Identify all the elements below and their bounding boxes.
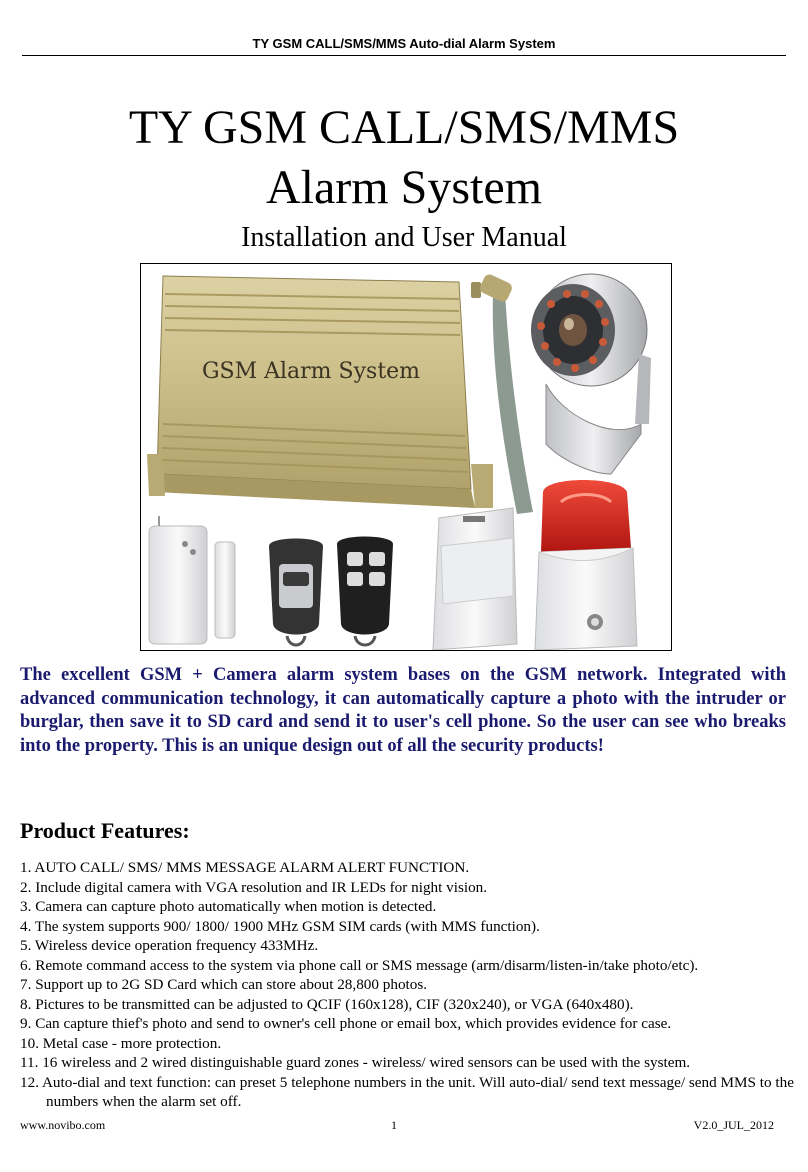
feature-item: 2. Include digital camera with VGA resolution and IR LEDs for night vision.	[20, 878, 488, 896]
feature-item: 4. The system supports 900/ 1800/ 1900 MHz GSM SIM cards (with MMS function).	[20, 917, 540, 935]
header-rule	[22, 55, 786, 56]
features-heading: Product Features:	[20, 818, 190, 843]
motion-sensor-icon	[433, 508, 517, 650]
footer-version: V2.0_JUL_2012	[693, 1118, 774, 1132]
feature-item: 7. Support up to 2G SD Card which can store about 28,800 photos.	[20, 976, 428, 993]
running-header: TY GSM CALL/SMS/MMS Auto-dial Alarm System	[252, 36, 556, 51]
remote-control-icon	[337, 537, 393, 646]
feature-item: 6. Remote command access to the system via phone call or SMS message (arm/disarm/listen-in/take photo/etc).	[20, 956, 699, 974]
intro-paragraph: The excellent GSM + Camera alarm system bases on the GSM network. Integrated with advanced communication technology, it can automatically capture a photo with the intruder or burglar, then save it to SD card and send it to user's cell phone. So the user can see who breaks into the property. This is an unique design out of all the security products!	[20, 665, 786, 756]
features-list	[20, 858, 800, 1112]
footer-page-number: 1	[391, 1118, 397, 1132]
camera-icon	[531, 274, 651, 474]
feature-item: 8. Pictures to be transmitted can be adjusted to QCIF (160x128), CIF (320x240), or VGA (640x480).	[20, 995, 634, 1013]
product-photo	[140, 263, 672, 651]
feature-item: 9. Can capture thief's photo and send to owner's cell phone or email box, which provides evidence for case.	[20, 1015, 672, 1032]
feature-item: 3. Camera can capture photo automatically when motion is detected.	[20, 898, 437, 915]
feature-item: 1. AUTO CALL/ SMS/ MMS MESSAGE ALARM ALERT FUNCTION.	[20, 859, 470, 876]
feature-item: 10. Metal case - more protection.	[20, 1034, 222, 1052]
remote-control-icon	[269, 539, 323, 646]
feature-item: 12. Auto-dial and text function: can preset 5 telephone numbers in the unit. Will auto-dial/ send text message/ send MMS to the numbers when the alarm set off.	[20, 1073, 794, 1110]
document-title-line-1: TY GSM CALL/SMS/MMS	[128, 101, 680, 154]
feature-item: 11. 16 wireless and 2 wired distinguishable guard zones - wireless/ wired sensors can be used with the system.	[20, 1054, 691, 1071]
gsm-panel-icon	[147, 276, 493, 508]
document-title-line-2: Alarm System	[266, 161, 542, 214]
document-subtitle: Installation and User Manual	[241, 222, 567, 253]
siren-icon	[535, 480, 637, 650]
door-sensor-icon	[149, 516, 235, 644]
panel-label: GSM Alarm System	[201, 359, 421, 384]
footer-website: www.novibo.com	[20, 1118, 106, 1132]
feature-item: 5. Wireless device operation frequency 433MHz.	[20, 937, 319, 954]
